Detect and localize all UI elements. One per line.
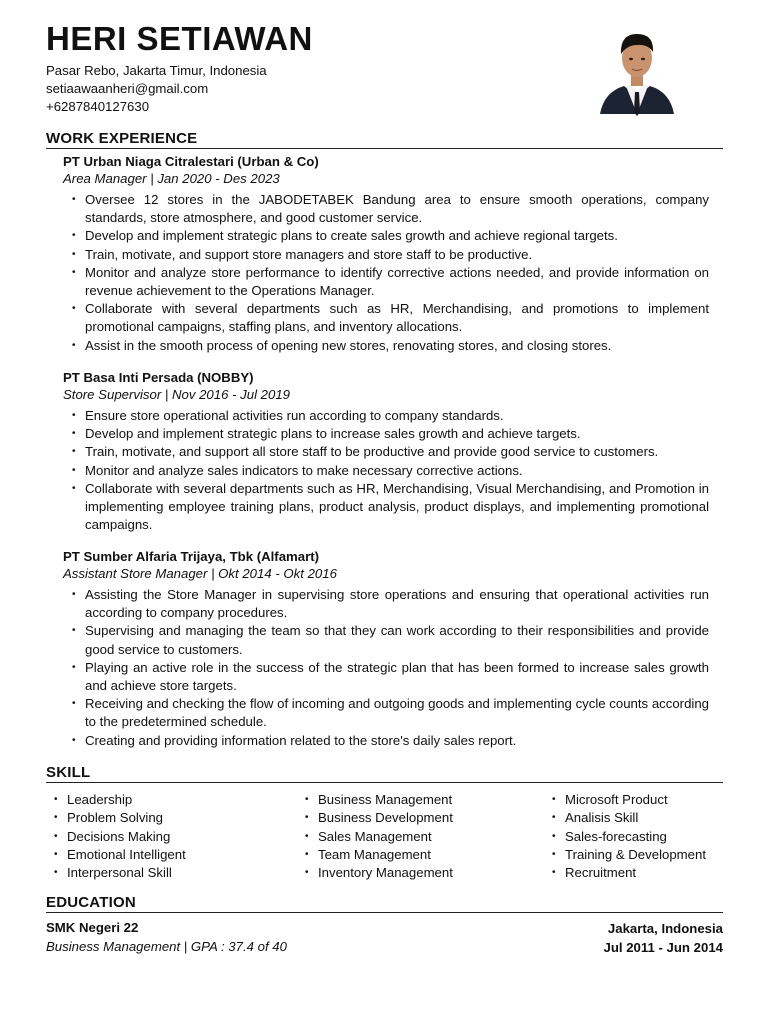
skill-item: • Training & Development xyxy=(565,846,706,864)
skill-column xyxy=(297,791,453,882)
skill-column xyxy=(544,791,706,882)
education-meta xyxy=(604,919,724,957)
education-period: Jul 2011 - Jun 2014 xyxy=(603,940,723,955)
work-experience-heading: WORK EXPERIENCE xyxy=(46,130,723,149)
skill-item: • Business Management xyxy=(318,791,453,809)
skill-item: • Business Development xyxy=(318,809,453,827)
job-duties xyxy=(63,586,709,750)
job-entry xyxy=(63,548,709,750)
contact-info xyxy=(46,62,267,116)
duty-item: • Assist in the smooth process of opening new stores, renovating stores, and closing stores. xyxy=(85,337,709,355)
duty-item: • Creating and providing information related to the store's daily sales report. xyxy=(85,732,709,750)
skill-item: • Sales Management xyxy=(318,828,453,846)
skill-item: • Sales-forecasting xyxy=(565,828,706,846)
job-role: Area Manager | Jan 2020 - Des 2023 xyxy=(63,171,280,186)
duty-item: • Train, motivate, and support store managers and store staff to be productive. xyxy=(85,246,709,264)
duty-item: • Collaborate with several departments such as HR, Merchandising, and promotions to implement promotional campaigns, staffing plans, and inventory allocations. xyxy=(85,300,709,336)
education-heading: EDUCATION xyxy=(46,894,723,913)
duty-item: • Develop and implement strategic plans to create sales growth and achieve regional targets. xyxy=(85,227,709,245)
duty-item: • Oversee 12 stores in the JABODETABEK Bandung area to ensure smooth operations, company standards, store atmosphere, and good customer service. xyxy=(85,191,709,227)
skill-item: • Analisis Skill xyxy=(565,809,706,827)
job-duties xyxy=(63,407,709,534)
education-location: Jakarta, Indonesia xyxy=(607,921,723,936)
candidate-name: HERI SETIAWAN xyxy=(46,20,313,57)
education-program: Business Management | GPA : 37.4 of 40 xyxy=(46,939,287,954)
job-entry xyxy=(63,153,709,355)
skill-item: • Team Management xyxy=(318,846,453,864)
company-name: PT Basa Inti Persada (NOBBY) xyxy=(63,370,254,385)
skill-item: • Problem Solving xyxy=(67,809,186,827)
email[interactable]: setiaawaanheri@gmail.com xyxy=(46,81,209,96)
skill-column xyxy=(46,791,186,882)
duty-item: • Supervising and managing the team so that they can work according to their responsibilities and provide good service to customers. xyxy=(85,622,709,658)
job-role: Assistant Store Manager | Okt 2014 - Okt 2016 xyxy=(63,566,337,581)
duty-item: • Train, motivate, and support all store staff to be productive and provide good service to customers. xyxy=(85,443,709,461)
duty-item: • Assisting the Store Manager in supervising store operations and ensuring that operational activities run according to company procedures. xyxy=(85,586,709,622)
duty-item: • Monitor and analyze store performance to identify corrective actions needed, and provide information on revenue achievement to the Operations Manager. xyxy=(85,264,709,300)
skill-item: • Emotional Intelligent xyxy=(67,846,186,864)
duty-item: • Develop and implement strategic plans to increase sales growth and achieve targets. xyxy=(85,425,709,443)
duty-item: • Ensure store operational activities run according to company standards. xyxy=(85,407,709,425)
duty-item: • Receiving and checking the flow of incoming and outgoing goods and implementing cycle counts according to the predetermined schedule. xyxy=(85,695,709,731)
address: Pasar Rebo, Jakarta Timur, Indonesia xyxy=(46,63,267,78)
skill-item: • Inventory Management xyxy=(318,864,453,882)
skill-item: • Decisions Making xyxy=(67,828,186,846)
school-name: SMK Negeri 22 xyxy=(46,920,139,935)
skill-item: • Leadership xyxy=(67,791,186,809)
skill-item: • Interpersonal Skill xyxy=(67,864,186,882)
company-name: PT Urban Niaga Citralestari (Urban & Co) xyxy=(63,154,319,169)
duty-item: • Collaborate with several departments such as HR, Merchandising, Visual Merchandising, and Promotion in implementing employee training plans, product analysis, product displays, and implementing promotional campaigns. xyxy=(85,480,709,535)
skill-heading: SKILL xyxy=(46,764,723,783)
phone[interactable]: +6287840127630 xyxy=(46,99,150,114)
duty-item: • Monitor and analyze sales indicators to make necessary corrective actions. xyxy=(85,462,709,480)
job-role: Store Supervisor | Nov 2016 - Jul 2019 xyxy=(63,387,291,402)
company-name: PT Sumber Alfaria Trijaya, Tbk (Alfamart) xyxy=(63,549,320,564)
job-entry xyxy=(63,369,709,534)
skill-item: • Microsoft Product xyxy=(565,791,706,809)
education-entry xyxy=(46,919,723,956)
job-duties xyxy=(63,191,709,355)
skill-item: • Recruitment xyxy=(565,864,706,882)
profile-photo xyxy=(596,22,678,118)
duty-item: • Playing an active role in the success of the strategic plan that has been formed to increase sales growth and achieve store targets. xyxy=(85,659,709,695)
